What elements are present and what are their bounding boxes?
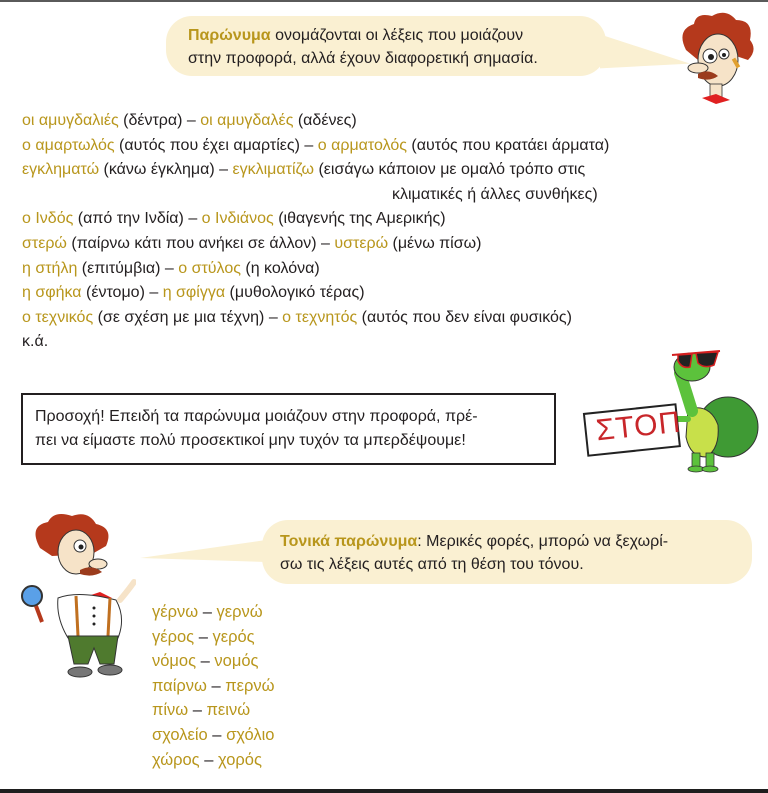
paronym-meaning: (αυτός που έχει αμαρτίες) – (114, 136, 318, 154)
tonal-word: περνώ (225, 676, 275, 695)
paronym-meaning: (από την Ινδία) – (73, 210, 202, 228)
tonal-word: χορός (217, 750, 262, 769)
tonal-word: παίρνω (152, 676, 207, 695)
bottom-border (0, 789, 768, 793)
professor-with-magnifier-illustration (18, 508, 136, 680)
paronym-word: εγκλιματίζω (232, 161, 314, 179)
tonal-pair-row (152, 698, 275, 723)
tonal-pair-row (152, 674, 275, 699)
definition-text-line2: στην προφορά, αλλά έχουν διαφορετική σημασία. (188, 50, 538, 67)
top-border (0, 0, 768, 2)
stop-sign-text: ΣΤΟΠ (594, 405, 683, 448)
tonal-word: νομός (214, 652, 259, 671)
tonal-pair-row (152, 600, 275, 625)
tonal-word: γέρνω (152, 603, 199, 621)
professor-head-illustration (676, 10, 758, 108)
etc-text: κ.ά. (22, 333, 49, 351)
paronym-row (22, 134, 609, 159)
tonal-word: γερός (212, 627, 255, 646)
tonal-pair-row (152, 723, 275, 748)
paronym-meaning: (παίρνω κάτι που ανήκει σε άλλον) – (66, 234, 335, 252)
paronym-word: η σφήκα (22, 284, 82, 302)
paronym-word: οι αμυγδαλιές (22, 112, 119, 129)
paronym-row (22, 158, 609, 183)
paronym-word: η σφίγγα (162, 284, 226, 302)
definition-bubble (166, 16, 606, 76)
paronym-word: εγκληματώ (22, 161, 100, 179)
tonal-paronyms-list (152, 600, 275, 772)
paronym-row-continuation (22, 183, 609, 208)
dash: – (188, 701, 207, 720)
dash: – (206, 676, 226, 695)
paronym-word: ο στύλος (178, 259, 241, 277)
paronym-meaning: (σε σχέση με μια τέχνη) – (93, 308, 283, 326)
paronym-word: υστερώ (334, 234, 389, 252)
paronym-meaning: (επιτύμβια) – (77, 259, 179, 277)
paronym-meaning: (μένω πίσω) (388, 234, 482, 252)
paronym-meaning: (δέντρα) – (118, 112, 201, 129)
tonal-word: γέρος (152, 627, 195, 646)
tonal-word: νόμος (152, 652, 197, 671)
paronym-word: η στήλη (22, 259, 78, 277)
paronym-row (22, 281, 609, 306)
tonal-pair-row (152, 649, 275, 674)
tonal-definition-line2: σω τις λέξεις αυτές από τη θέση του τόνου. (280, 556, 584, 573)
dash: – (196, 652, 215, 671)
tonal-definition-text: : Μερικές φορές, μπορώ να ξεχωρί- (417, 533, 669, 550)
paronym-meaning: (μυθολογικό τέρας) (225, 284, 365, 302)
tonal-word: πίνω (152, 701, 189, 720)
dash: – (199, 750, 218, 769)
notice-line2: πει να είμαστε πολύ προσεκτικοί μην τυχόν τα μπερδέψουμε! (35, 432, 466, 449)
paronym-row (22, 207, 609, 232)
paronym-meaning: (αδένες) (293, 112, 357, 129)
tonal-pair-row (152, 748, 275, 773)
tonal-word: γερνώ (216, 603, 263, 621)
term-paronyms: Παρώνυμα (188, 27, 271, 44)
paronyms-list (22, 109, 609, 355)
tonal-word: σχόλιο (226, 725, 275, 744)
dash: – (198, 603, 217, 621)
paronym-meaning: (η κολόνα) (240, 259, 320, 277)
paronym-row (22, 257, 609, 282)
paronym-word: ο αρματολός (317, 136, 407, 154)
notice-line1: Προσοχή! Επειδή τα παρώνυμα μοιάζουν στην προφορά, πρέ- (35, 408, 478, 425)
dash: – (194, 627, 213, 646)
tonal-word: σχολείο (152, 725, 208, 744)
paronym-meaning: (κάνω έγκλημα) – (99, 161, 233, 179)
paronym-word: ο αμαρτωλός (22, 136, 115, 154)
paronym-word: ο Ινδός (22, 210, 74, 228)
paronym-meaning: (εισάγω κάποιον με ομαλό τρόπο στις (314, 161, 586, 179)
tonal-pair-row (152, 625, 275, 650)
paronym-word: ο τεχνικός (22, 308, 94, 326)
term-tonal-paronyms: Τονικά παρώνυμα (280, 533, 418, 550)
warning-notice-box (21, 393, 556, 465)
paronym-word: στερώ (22, 234, 67, 252)
tonal-paronyms-bubble (262, 520, 752, 584)
paronym-meaning: (έντομο) – (81, 284, 163, 302)
paronym-row (22, 232, 609, 257)
paronym-meaning: (αυτός που κρατάει άρματα) (406, 136, 610, 154)
dash: – (207, 725, 227, 744)
tonal-word: πεινώ (206, 701, 251, 720)
paronym-row (22, 306, 609, 331)
paronym-meaning: (ιθαγενής της Αμερικής) (273, 210, 446, 228)
paronym-word: οι αμυγδαλές (200, 112, 294, 129)
speech-bubble-tail (140, 540, 266, 562)
paronym-word: ο τεχνητός (282, 308, 358, 326)
paronym-word: ο Ινδιάνος (201, 210, 274, 228)
definition-text: ονομάζονται οι λέξεις που μοιάζουν (270, 27, 524, 44)
paronym-meaning: κλιματικές ή άλλες συνθήκες) (392, 185, 598, 203)
tonal-word: χώρος (152, 750, 200, 769)
paronym-row (22, 109, 609, 134)
paronym-meaning: (αυτός που δεν είναι φυσικός) (357, 308, 572, 326)
